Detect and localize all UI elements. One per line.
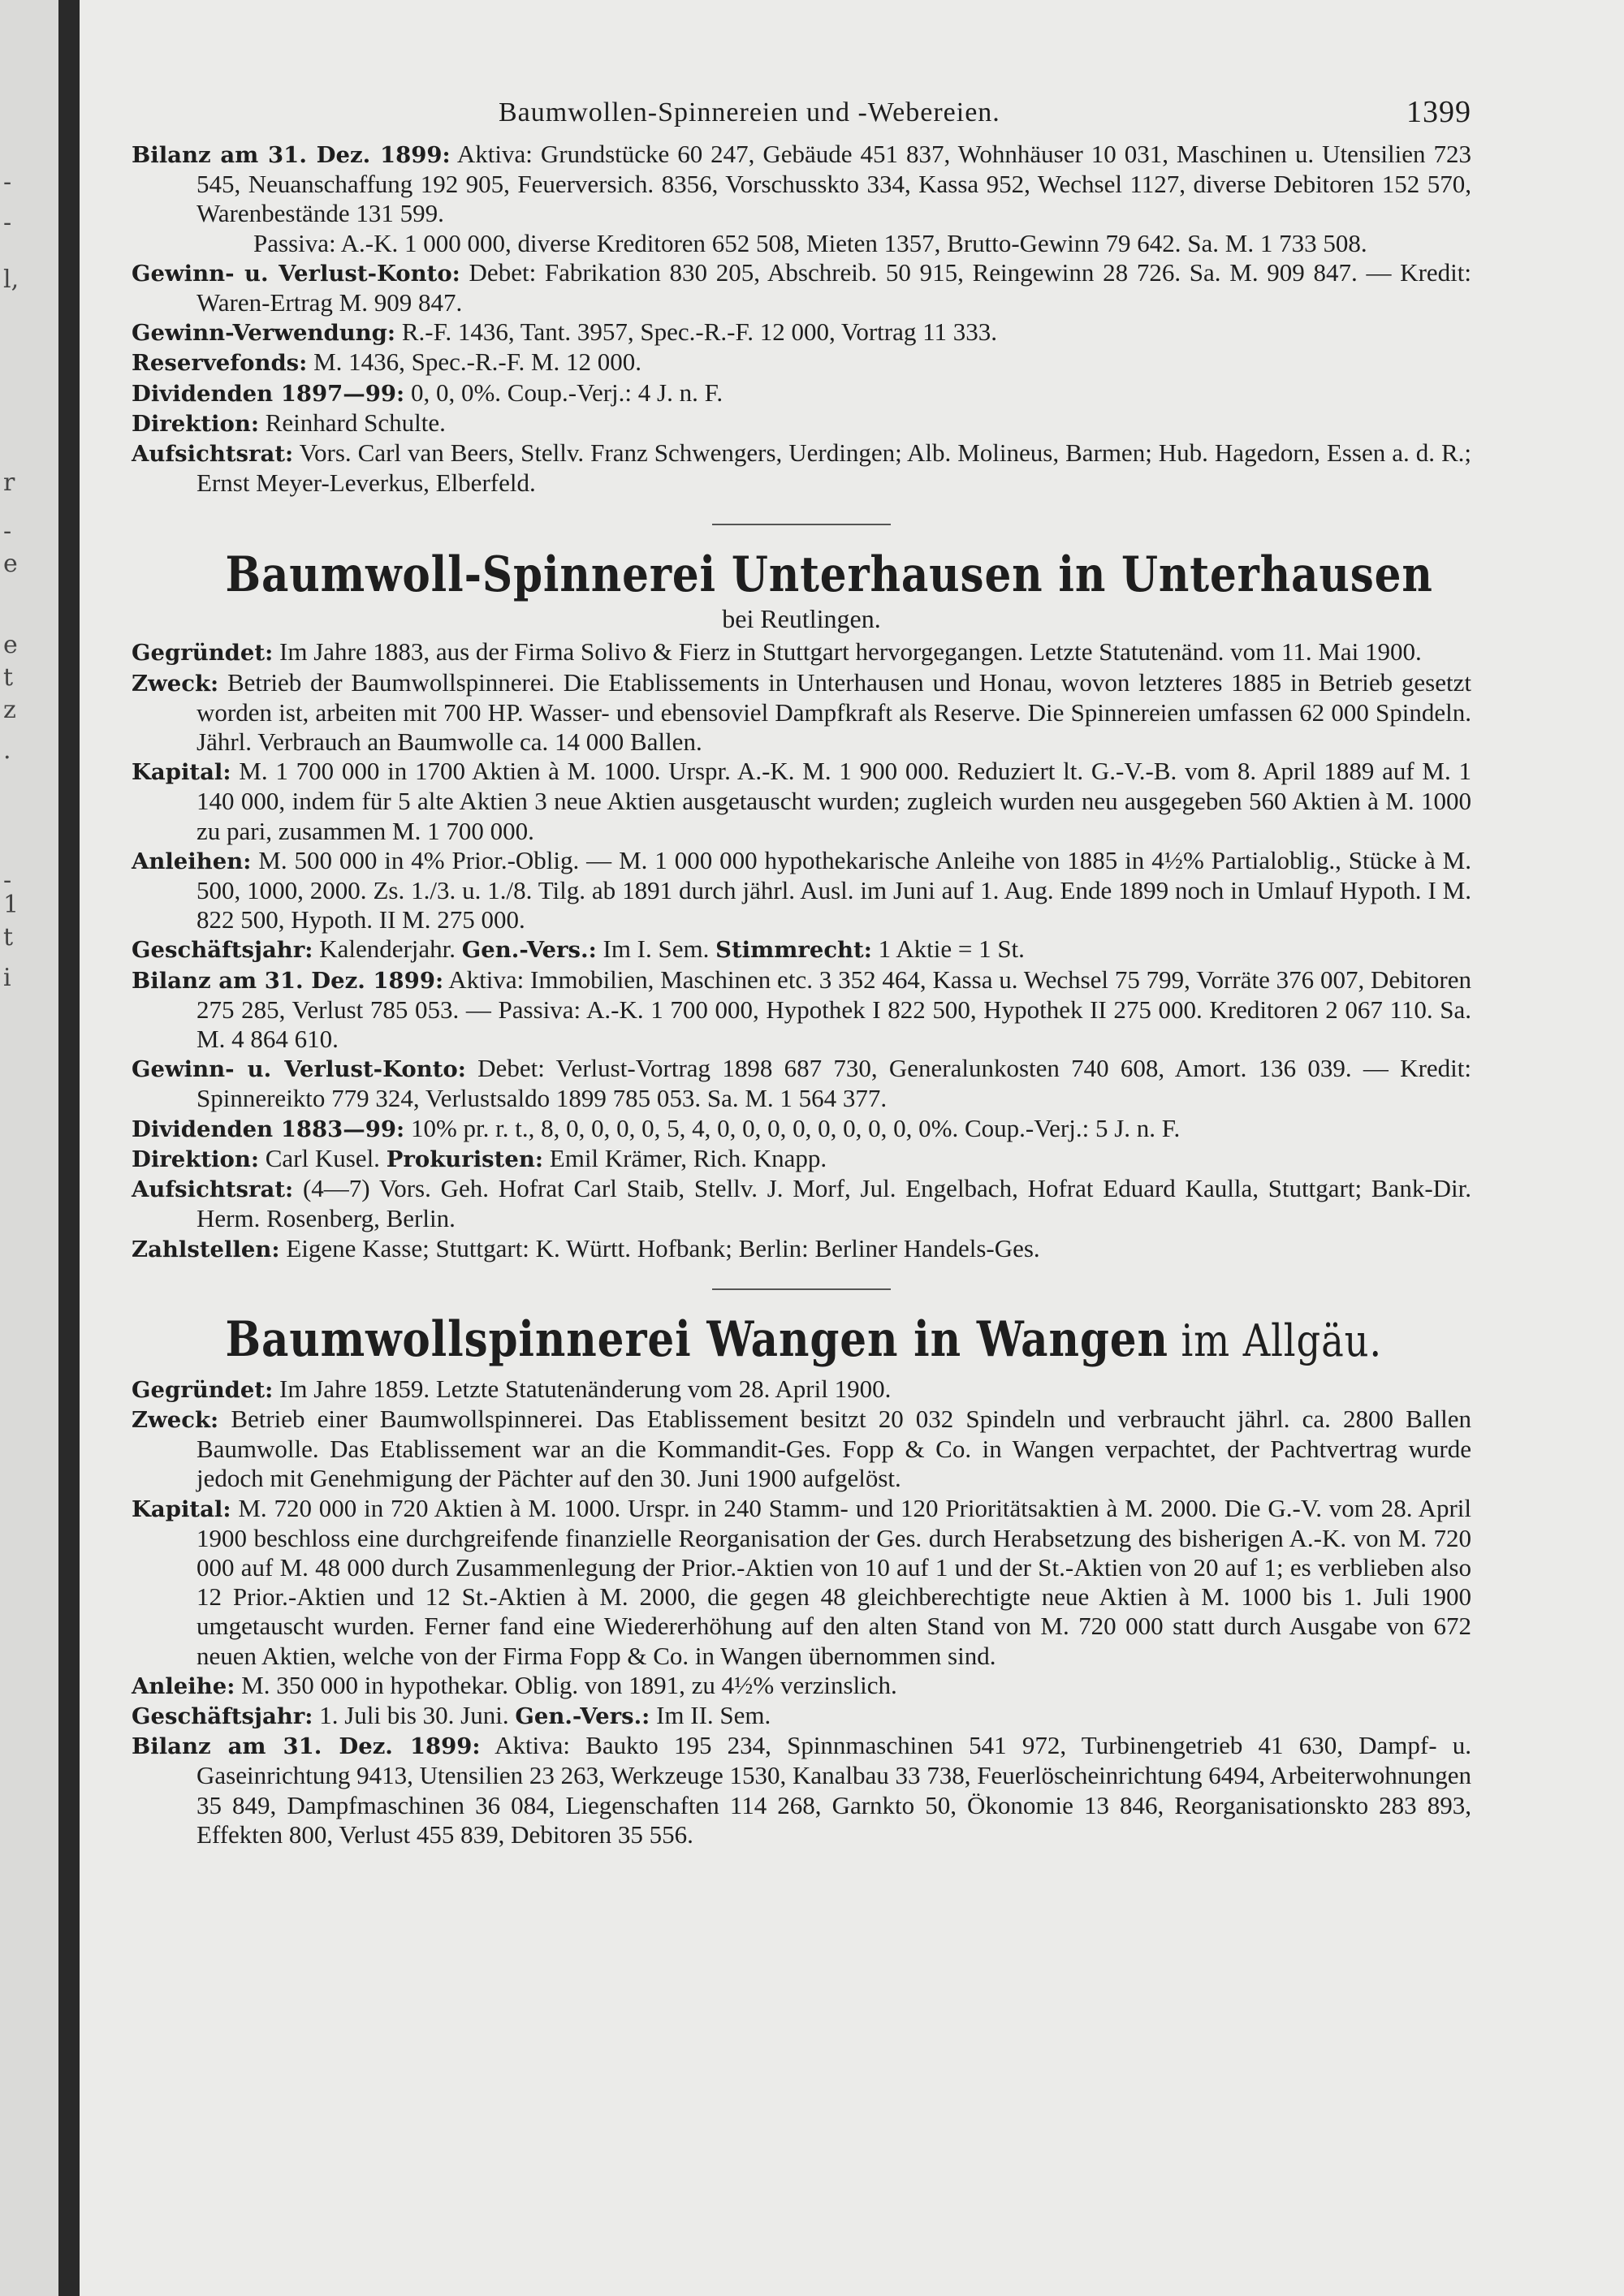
entry-text: Im Jahre 1883, aus der Firma Solivo & Fierz in Stuttgart hervorgegangen. Letzte Statutenänd. vom 11. Mai 1900. (279, 637, 1422, 667)
entry-label: Prokuristen: (386, 1146, 544, 1172)
entry-paragraph (132, 757, 1471, 846)
entry-paragraph (132, 1375, 1471, 1405)
entry-label: Geschäftsjahr: (132, 1703, 313, 1729)
entry-paragraph (132, 1494, 1471, 1671)
entry-label: Zweck: (132, 1406, 219, 1433)
entry-paragraph (132, 668, 1471, 757)
entry-label: Aufsichtsrat: (132, 1176, 294, 1203)
previous-page-char: - (3, 866, 12, 895)
entry-paragraph (132, 846, 1471, 935)
entry-text: Eigene Kasse; Stuttgart: K. Württ. Hofbank; Berlin: Berliner Handels-Ges. (286, 1233, 1040, 1262)
company-title-suffix: im Allgäu. (1168, 1314, 1383, 1366)
previous-page-edge (0, 0, 58, 2296)
page-content (132, 89, 1471, 1849)
entry-paragraph (132, 1174, 1471, 1233)
entry-text: R.-F. 1436, Tant. 3957, Spec.-R.-F. 12 000, Vortrag 11 333. (401, 317, 997, 347)
previous-page-char: l, (3, 265, 19, 294)
entry-text: M. 500 000 in 4% Prior.-Oblig. — M. 1 000 000 hypothekarische Anleihe von 1885 in 4½% Partialoblig., Stücke à M. 500, 1000, 2000. Zs. 1./3. u. 1./8. Tilg. ab 1891 durch jährl. Ausl. im Juni auf 1. Aug. Ende 1899 noch in Umlauf Hypoth. I M. 822 500, Hypoth. II M. 275 000. (197, 845, 1471, 934)
entry-paragraph (132, 965, 1471, 1055)
entry-text: Debet: Verlust-Vortrag 1898 687 730, Generalunkosten 740 608, Amort. 136 039. — Kredit: Spinnereikto 779 324, Verlustsaldo 1899 785 053. Sa. M. 1 564 377. (197, 1054, 1471, 1113)
section-divider (712, 1288, 891, 1290)
entry-text: Im I. Sem. (603, 934, 710, 964)
entry-paragraph (132, 1701, 1471, 1731)
entry-paragraph (132, 1234, 1471, 1264)
entry-label: Kapital: (132, 759, 231, 786)
previous-page-char: t (3, 663, 14, 692)
entry-label: Bilanz am 31. Dez. 1899: (132, 1733, 481, 1760)
entry-text: Emil Krämer, Rich. Knapp. (549, 1143, 827, 1172)
entry-label: Gegründet: (132, 1376, 274, 1403)
entry-text: Carl Kusel. (265, 1143, 380, 1172)
entry-label: Bilanz am 31. Dez. 1899: (132, 142, 451, 168)
previous-page-char: t (3, 923, 14, 952)
running-head (132, 89, 1471, 140)
previous-page-char: r (3, 468, 15, 497)
book-gutter (58, 0, 80, 2296)
entry-paragraph (132, 438, 1471, 498)
entry-text: Debet: Fabrikation 830 205, Abschreib. 50 915, Reingewinn 28 726. Sa. M. 909 847. — Kredit: Waren-Ertrag M. 909 847. (197, 257, 1471, 317)
entry-text: M. 1 700 000 in 1700 Aktien à M. 1000. Urspr. A.-K. M. 1 900 000. Reduziert lt. G.-V.-B. vom 8. April 1889 auf M. 1 140 000, indem für 5 alte Aktien 3 neue Aktien ausgetauscht wurden; zugleich wurden neu ausgegeben 560 Aktien à M. 1000 zu pari, zusammen M. 1 700 000. (197, 757, 1471, 845)
entry-paragraph (132, 229, 1471, 258)
entry-text: Aktiva: Grundstücke 60 247, Gebäude 451 837, Wohnhäuser 10 031, Maschinen u. Utensilien 723 545, Neuanschaffung 192 905, Feuerversich. 8356, Vorschusskto 334, Kassa 952, Wechsel 1127, diverse Debitoren 152 570, Warenbestände 131 599. (197, 140, 1471, 228)
entry-paragraph (132, 1054, 1471, 1113)
entry-label: Anleihen: (132, 848, 252, 874)
entry-label: Gewinn- u. Verlust-Konto: (132, 1056, 466, 1083)
previous-page-char: e (3, 631, 18, 659)
entry-label: Geschäftsjahr: (132, 937, 313, 964)
previous-page-char: . (3, 736, 11, 765)
entry-paragraph (132, 317, 1471, 347)
entry-label: Gewinn- u. Verlust-Konto: (132, 260, 460, 287)
entry-text: Betrieb einer Baumwollspinnerei. Das Etablissement besitzt 20 032 Spindeln und verbraucht jährl. ca. 2800 Ballen Baumwolle. Das Etablissement war an die Kommandit-Ges. Fopp & Co. in Wangen verpachtet, der Pachtvertrag wurde jedoch mit Genehmigung der Pächter auf den 30. Juni 1900 aufgelöst. (197, 1404, 1472, 1493)
company-subtitle: bei Reutlingen. (722, 604, 881, 634)
previous-page-char: - (3, 209, 12, 237)
running-head-title: Baumwollen-Spinnereien und -Webereien. (499, 97, 1000, 127)
entry-label: Gewinn-Verwendung: (132, 320, 396, 347)
entry-paragraph (132, 347, 1471, 378)
section-previous-company (132, 140, 1471, 498)
entry-text: Passiva: A.-K. 1 000 000, diverse Kreditoren 652 508, Mieten 1357, Brutto-Gewinn 79 642. Sa. M. 1 733 508. (253, 228, 1367, 257)
entry-paragraph (132, 408, 1471, 438)
entry-paragraph (132, 140, 1471, 229)
previous-page-char: - (3, 517, 12, 546)
page-number: 1399 (1406, 95, 1471, 129)
entry-text: M. 1436, Spec.-R.-F. M. 12 000. (313, 347, 642, 377)
entry-text: 1 Aktie = 1 St. (878, 934, 1025, 964)
section-divider (712, 524, 891, 525)
entry-paragraph (132, 1114, 1471, 1144)
entry-text: (4—7) Vors. Geh. Hofrat Carl Staib, Stellv. J. Morf, Jul. Engelbach, Hofrat Eduard Kaulla, Stuttgart; Bank-Dir. Herm. Rosenberg, Berlin. (197, 1174, 1472, 1233)
entry-text: Kalenderjahr. (319, 934, 456, 964)
entry-text: 10% pr. r. t., 8, 0, 0, 0, 0, 5, 4, 0, 0, 0, 0, 0, 0, 0, 0, 0%. Coup.-Verj.: 5 J. n. F. (410, 1113, 1181, 1142)
entry-text: 0, 0, 0%. Coup.-Verj.: 4 J. n. F. (410, 378, 723, 407)
entry-label: Bilanz am 31. Dez. 1899: (132, 967, 444, 994)
entry-text: M. 720 000 in 720 Aktien à M. 1000. Urspr. in 240 Stamm- und 120 Prioritätsaktien à M. 2000. Die G.-V. vom 28. April 1900 beschloss eine durchgreifende finanzielle Reorganisation der Ges. durch Herabsetzung des bisherigen A.-K. von M. 720 000 auf M. 48 000 durch Zusammenlegung der Prior.-Aktien von 10 auf 1 und der St.-Aktien von 20 auf 1; es verblieben also 12 Prior.-Aktien und 12 St.-Aktien à M. 2000, die gegen 48 gleichberechtigte neue Aktien à M. 1000 bis 1. Juli 1900 umgetauscht wurden. Ferner fand eine Wiedererhöhung auf den alten Stand von M. 720 000 statt durch Ausgabe von 672 neuen Aktien, welche von der Firma Fopp & Co. in Wangen übernommen sind. (197, 1493, 1471, 1670)
section-wangen (132, 1375, 1471, 1849)
entry-paragraph (132, 1144, 1471, 1174)
entry-text: Reinhard Schulte. (265, 408, 446, 437)
previous-page-char: e (3, 550, 18, 578)
entry-label: Anleihe: (132, 1672, 235, 1699)
company-title: Baumwollspinnerei Wangen in Wangen (225, 1310, 1168, 1368)
previous-page-char: i (3, 964, 11, 992)
previous-page-char: z (3, 696, 16, 724)
company-heading-wangen (225, 1310, 1383, 1370)
entry-text: 1. Juli bis 30. Juni. (319, 1700, 509, 1729)
entry-paragraph (132, 1671, 1471, 1701)
entry-label: Dividenden 1897—99: (132, 380, 405, 407)
entry-paragraph (132, 258, 1471, 317)
entry-paragraph (132, 1405, 1471, 1494)
section-unterhausen (132, 637, 1471, 1263)
entry-text: Betrieb der Baumwollspinnerei. Die Etablissements in Unterhausen und Honau, wovon letzteres 1885 in Betrieb gesetzt worden ist, arbeiten mit 700 HP. Wasser- und ebensoviel Dampfkraft als Reserve. Die Spinnereien umfassen 62 000 Spindeln. Jährl. Verbrauch an Baumwolle ca. 14 000 Ballen. (197, 667, 1471, 757)
company-title: Baumwoll-Spinnerei Unterhausen in Unterhausen (225, 546, 1433, 604)
entry-label: Aufsichtsrat: (132, 441, 294, 468)
entry-text: Vors. Carl van Beers, Stellv. Franz Schwengers, Uerdingen; Alb. Molineus, Barmen; Hub. Hagedorn, Essen a. d. R.; Ernst Meyer-Leverkus, Elberfeld. (197, 438, 1471, 498)
entry-label: Zahlstellen: (132, 1236, 280, 1262)
entry-text: Aktiva: Immobilien, Maschinen etc. 3 352 464, Kassa u. Wechsel 75 799, Vorräte 376 007, Debitoren 275 285, Verlust 785 053. — Passiva: A.-K. 1 700 000, Hypothek I 822 500, Hypothek II 275 000. Kreditoren 2 067 110. Sa. M. 4 864 610. (197, 965, 1471, 1054)
entry-text: Im Jahre 1859. Letzte Statutenänderung vom 28. April 1900. (279, 1374, 892, 1403)
company-heading-unterhausen (225, 546, 1433, 604)
entry-label: Direktion: (132, 410, 259, 437)
entry-label: Stimmrecht: (715, 937, 872, 964)
previous-page-char: - (3, 168, 12, 196)
entry-label: Dividenden 1883—99: (132, 1116, 405, 1142)
entry-text: Im II. Sem. (656, 1700, 771, 1729)
entry-paragraph (132, 378, 1471, 408)
entry-text: Aktiva: Baukto 195 234, Spinnmaschinen 541 972, Turbinengetrieb 41 630, Dampf- u. Gaseinrichtung 9413, Utensilien 23 263, Werkzeuge 1530, Kanalbau 33 738, Feuerlöscheinrichtung 6494, Arbeiterwohnungen 35 849, Dampfmaschinen 36 084, Liegenschaften 114 268, Garnkto 50, Ökonomie 13 846, Reorganisationskto 283 893, Effekten 800, Verlust 455 839, Debitoren 35 556. (197, 1731, 1471, 1849)
entry-label: Kapital: (132, 1495, 231, 1522)
previous-page-char: 1 (3, 891, 19, 919)
entry-paragraph (132, 637, 1471, 667)
entry-label: Zweck: (132, 670, 219, 697)
entry-label: Reservefonds: (132, 350, 308, 377)
entry-text: M. 350 000 in hypothekar. Oblig. von 1891, zu 4½% verzinslich. (241, 1670, 897, 1699)
entry-paragraph (132, 1731, 1471, 1849)
entry-paragraph (132, 934, 1471, 965)
entry-label: Direktion: (132, 1146, 259, 1172)
entry-label: Gegründet: (132, 640, 274, 667)
entry-label: Gen.-Vers.: (461, 937, 597, 964)
entry-label: Gen.-Vers.: (515, 1703, 650, 1729)
